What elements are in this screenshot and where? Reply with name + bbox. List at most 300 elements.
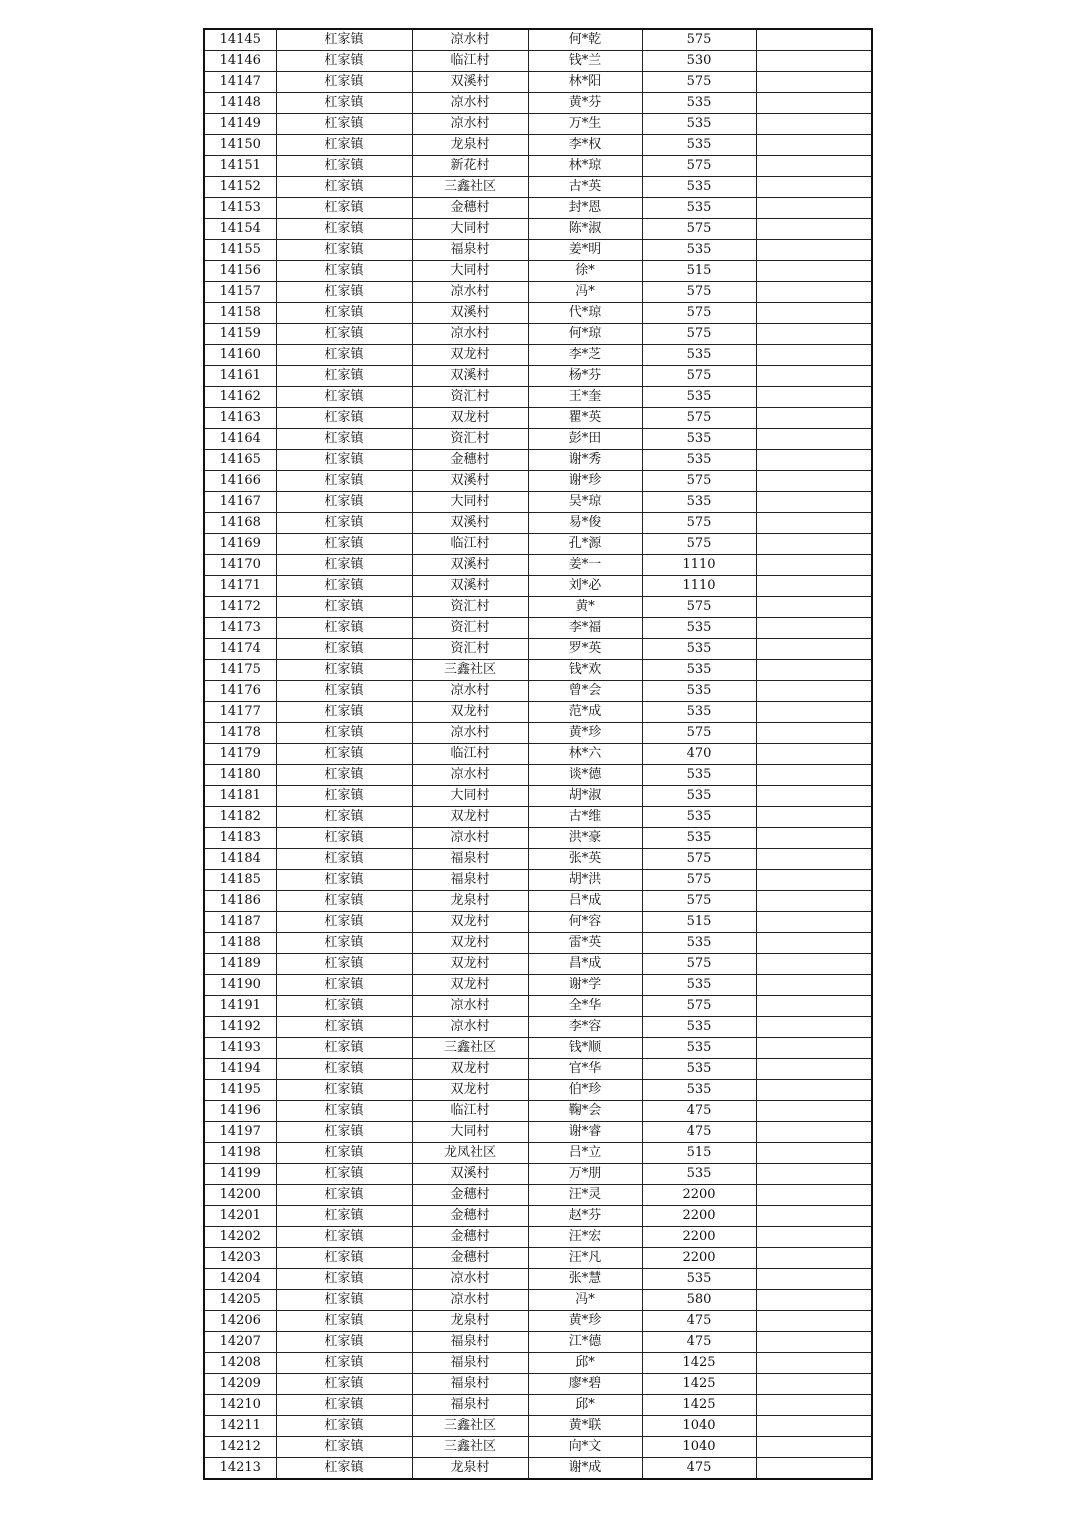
name-cell: 徐* [528, 261, 642, 282]
town-cell: 杠家镇 [276, 849, 412, 870]
row-number-cell: 14175 [204, 660, 276, 681]
table-row [204, 114, 872, 135]
row-number-cell: 14166 [204, 471, 276, 492]
amount-cell: 1110 [642, 576, 756, 597]
row-number-cell: 14201 [204, 1206, 276, 1227]
town-cell: 杠家镇 [276, 807, 412, 828]
amount-cell: 575 [642, 513, 756, 534]
town-cell: 杠家镇 [276, 1374, 412, 1395]
amount-cell: 475 [642, 1101, 756, 1122]
name-cell: 谢*睿 [528, 1122, 642, 1143]
amount-cell: 575 [642, 723, 756, 744]
name-cell: 李*福 [528, 618, 642, 639]
name-cell: 赵*芬 [528, 1206, 642, 1227]
remark-cell [756, 597, 872, 618]
town-cell: 杠家镇 [276, 51, 412, 72]
village-cell: 福泉村 [412, 1332, 528, 1353]
row-number-cell: 14187 [204, 912, 276, 933]
row-number-cell: 14170 [204, 555, 276, 576]
row-number-cell: 14202 [204, 1227, 276, 1248]
village-cell: 金穗村 [412, 450, 528, 471]
town-cell: 杠家镇 [276, 492, 412, 513]
village-cell: 福泉村 [412, 870, 528, 891]
amount-cell: 575 [642, 996, 756, 1017]
row-number-cell: 14213 [204, 1458, 276, 1480]
name-cell: 陈*淑 [528, 219, 642, 240]
village-cell: 三鑫社区 [412, 1437, 528, 1458]
table-row [204, 891, 872, 912]
name-cell: 李*权 [528, 135, 642, 156]
village-cell: 凉水村 [412, 93, 528, 114]
town-cell: 杠家镇 [276, 1038, 412, 1059]
town-cell: 杠家镇 [276, 303, 412, 324]
row-number-cell: 14197 [204, 1122, 276, 1143]
remark-cell [756, 513, 872, 534]
amount-cell: 2200 [642, 1185, 756, 1206]
amount-cell: 535 [642, 765, 756, 786]
table-row [204, 1080, 872, 1101]
row-number-cell: 14168 [204, 513, 276, 534]
remark-cell [756, 891, 872, 912]
row-number-cell: 14172 [204, 597, 276, 618]
name-cell: 古*维 [528, 807, 642, 828]
town-cell: 杠家镇 [276, 1248, 412, 1269]
row-number-cell: 14162 [204, 387, 276, 408]
town-cell: 杠家镇 [276, 1017, 412, 1038]
remark-cell [756, 240, 872, 261]
name-cell: 孔*源 [528, 534, 642, 555]
row-number-cell: 14147 [204, 72, 276, 93]
town-cell: 杠家镇 [276, 114, 412, 135]
table-row [204, 1416, 872, 1437]
remark-cell [756, 765, 872, 786]
table-row [204, 156, 872, 177]
name-cell: 易*俊 [528, 513, 642, 534]
remark-cell [756, 114, 872, 135]
remark-cell [756, 303, 872, 324]
remark-cell [756, 1437, 872, 1458]
row-number-cell: 14192 [204, 1017, 276, 1038]
town-cell: 杠家镇 [276, 1059, 412, 1080]
amount-cell: 2200 [642, 1206, 756, 1227]
table-row [204, 786, 872, 807]
row-number-cell: 14155 [204, 240, 276, 261]
town-cell: 杠家镇 [276, 618, 412, 639]
village-cell: 凉水村 [412, 996, 528, 1017]
village-cell: 资汇村 [412, 429, 528, 450]
name-cell: 何*容 [528, 912, 642, 933]
amount-cell: 535 [642, 450, 756, 471]
amount-cell: 535 [642, 135, 756, 156]
row-number-cell: 14159 [204, 324, 276, 345]
town-cell: 杠家镇 [276, 975, 412, 996]
village-cell: 凉水村 [412, 1269, 528, 1290]
amount-cell: 535 [642, 198, 756, 219]
amount-cell: 575 [642, 849, 756, 870]
amount-cell: 535 [642, 681, 756, 702]
amount-cell: 535 [642, 1017, 756, 1038]
town-cell: 杠家镇 [276, 366, 412, 387]
town-cell: 杠家镇 [276, 1311, 412, 1332]
table-row [204, 1017, 872, 1038]
town-cell: 杠家镇 [276, 576, 412, 597]
town-cell: 杠家镇 [276, 324, 412, 345]
row-number-cell: 14199 [204, 1164, 276, 1185]
row-number-cell: 14196 [204, 1101, 276, 1122]
town-cell: 杠家镇 [276, 387, 412, 408]
village-cell: 资汇村 [412, 618, 528, 639]
remark-cell [756, 1332, 872, 1353]
village-cell: 临江村 [412, 534, 528, 555]
town-cell: 杠家镇 [276, 156, 412, 177]
amount-cell: 575 [642, 870, 756, 891]
remark-cell [756, 975, 872, 996]
table-row [204, 1143, 872, 1164]
table-row [204, 513, 872, 534]
amount-cell: 575 [642, 219, 756, 240]
row-number-cell: 14167 [204, 492, 276, 513]
village-cell: 双龙村 [412, 807, 528, 828]
table-row [204, 702, 872, 723]
remark-cell [756, 492, 872, 513]
table-row [204, 1101, 872, 1122]
name-cell: 刘*必 [528, 576, 642, 597]
remark-cell [756, 828, 872, 849]
town-cell: 杠家镇 [276, 198, 412, 219]
town-cell: 杠家镇 [276, 723, 412, 744]
village-cell: 双龙村 [412, 975, 528, 996]
village-cell: 双溪村 [412, 366, 528, 387]
name-cell: 古*英 [528, 177, 642, 198]
village-cell: 双龙村 [412, 1080, 528, 1101]
town-cell: 杠家镇 [276, 639, 412, 660]
table-row [204, 912, 872, 933]
town-cell: 杠家镇 [276, 870, 412, 891]
amount-cell: 1040 [642, 1437, 756, 1458]
village-cell: 金穗村 [412, 1206, 528, 1227]
amount-cell: 575 [642, 534, 756, 555]
amount-cell: 535 [642, 1164, 756, 1185]
row-number-cell: 14163 [204, 408, 276, 429]
remark-cell [756, 1101, 872, 1122]
remark-cell [756, 324, 872, 345]
amount-cell: 535 [642, 975, 756, 996]
remark-cell [756, 1017, 872, 1038]
table-row [204, 240, 872, 261]
town-cell: 杠家镇 [276, 471, 412, 492]
village-cell: 大同村 [412, 261, 528, 282]
name-cell: 昌*成 [528, 954, 642, 975]
row-number-cell: 14182 [204, 807, 276, 828]
row-number-cell: 14173 [204, 618, 276, 639]
table-row [204, 1311, 872, 1332]
town-cell: 杠家镇 [276, 93, 412, 114]
remark-cell [756, 786, 872, 807]
table-row [204, 723, 872, 744]
name-cell: 林*阳 [528, 72, 642, 93]
town-cell: 杠家镇 [276, 1395, 412, 1416]
row-number-cell: 14209 [204, 1374, 276, 1395]
amount-cell: 1425 [642, 1353, 756, 1374]
village-cell: 三鑫社区 [412, 177, 528, 198]
name-cell: 钱*兰 [528, 51, 642, 72]
table-row [204, 618, 872, 639]
village-cell: 福泉村 [412, 849, 528, 870]
table-row [204, 555, 872, 576]
table-row [204, 93, 872, 114]
row-number-cell: 14193 [204, 1038, 276, 1059]
town-cell: 杠家镇 [276, 786, 412, 807]
name-cell: 谢*学 [528, 975, 642, 996]
village-cell: 双龙村 [412, 912, 528, 933]
village-cell: 凉水村 [412, 765, 528, 786]
name-cell: 瞿*英 [528, 408, 642, 429]
village-cell: 金穗村 [412, 1248, 528, 1269]
amount-cell: 580 [642, 1290, 756, 1311]
town-cell: 杠家镇 [276, 996, 412, 1017]
remark-cell [756, 996, 872, 1017]
row-number-cell: 14212 [204, 1437, 276, 1458]
name-cell: 王*奎 [528, 387, 642, 408]
name-cell: 林*六 [528, 744, 642, 765]
village-cell: 凉水村 [412, 324, 528, 345]
row-number-cell: 14208 [204, 1353, 276, 1374]
row-number-cell: 14178 [204, 723, 276, 744]
table-row [204, 492, 872, 513]
table-row [204, 597, 872, 618]
table-row [204, 1437, 872, 1458]
table-row [204, 849, 872, 870]
village-cell: 凉水村 [412, 114, 528, 135]
name-cell: 冯* [528, 1290, 642, 1311]
table-row [204, 429, 872, 450]
row-number-cell: 14181 [204, 786, 276, 807]
amount-cell: 535 [642, 933, 756, 954]
table-row [204, 681, 872, 702]
village-cell: 大同村 [412, 786, 528, 807]
amount-cell: 535 [642, 345, 756, 366]
village-cell: 福泉村 [412, 1374, 528, 1395]
table-body [204, 29, 872, 1479]
village-cell: 资汇村 [412, 597, 528, 618]
table-row [204, 345, 872, 366]
name-cell: 黄*珍 [528, 723, 642, 744]
village-cell: 凉水村 [412, 723, 528, 744]
name-cell: 汪*宏 [528, 1227, 642, 1248]
table-row [204, 1059, 872, 1080]
row-number-cell: 14211 [204, 1416, 276, 1437]
table-row [204, 261, 872, 282]
amount-cell: 535 [642, 828, 756, 849]
row-number-cell: 14151 [204, 156, 276, 177]
row-number-cell: 14169 [204, 534, 276, 555]
table-row [204, 1038, 872, 1059]
name-cell: 林*琼 [528, 156, 642, 177]
remark-cell [756, 177, 872, 198]
town-cell: 杠家镇 [276, 1332, 412, 1353]
town-cell: 杠家镇 [276, 744, 412, 765]
remark-cell [756, 408, 872, 429]
town-cell: 杠家镇 [276, 597, 412, 618]
name-cell: 洪*豪 [528, 828, 642, 849]
remark-cell [756, 954, 872, 975]
table-row [204, 29, 872, 51]
town-cell: 杠家镇 [276, 1206, 412, 1227]
table-row [204, 1458, 872, 1480]
remark-cell [756, 1038, 872, 1059]
remark-cell [756, 135, 872, 156]
table-row [204, 1227, 872, 1248]
row-number-cell: 14190 [204, 975, 276, 996]
remark-cell [756, 1185, 872, 1206]
village-cell: 新花村 [412, 156, 528, 177]
town-cell: 杠家镇 [276, 135, 412, 156]
town-cell: 杠家镇 [276, 555, 412, 576]
table-row [204, 1185, 872, 1206]
name-cell: 姜*一 [528, 555, 642, 576]
amount-cell: 515 [642, 261, 756, 282]
remark-cell [756, 1353, 872, 1374]
remark-cell [756, 1269, 872, 1290]
row-number-cell: 14176 [204, 681, 276, 702]
table-row [204, 282, 872, 303]
amount-cell: 575 [642, 408, 756, 429]
row-number-cell: 14180 [204, 765, 276, 786]
name-cell: 何*琼 [528, 324, 642, 345]
village-cell: 双溪村 [412, 513, 528, 534]
name-cell: 向*文 [528, 1437, 642, 1458]
table-row [204, 408, 872, 429]
remark-cell [756, 639, 872, 660]
amount-cell: 575 [642, 954, 756, 975]
amount-cell: 475 [642, 1458, 756, 1480]
remark-cell [756, 429, 872, 450]
remark-cell [756, 387, 872, 408]
remark-cell [756, 660, 872, 681]
row-number-cell: 14149 [204, 114, 276, 135]
table-row [204, 450, 872, 471]
name-cell: 万*生 [528, 114, 642, 135]
row-number-cell: 14165 [204, 450, 276, 471]
name-cell: 邱* [528, 1353, 642, 1374]
amount-cell: 535 [642, 639, 756, 660]
town-cell: 杠家镇 [276, 891, 412, 912]
amount-cell: 535 [642, 807, 756, 828]
remark-cell [756, 51, 872, 72]
town-cell: 杠家镇 [276, 1458, 412, 1480]
amount-cell: 1040 [642, 1416, 756, 1437]
row-number-cell: 14174 [204, 639, 276, 660]
remark-cell [756, 576, 872, 597]
remark-cell [756, 681, 872, 702]
amount-cell: 575 [642, 303, 756, 324]
remark-cell [756, 93, 872, 114]
table-row [204, 1206, 872, 1227]
remark-cell [756, 555, 872, 576]
amount-cell: 535 [642, 177, 756, 198]
village-cell: 凉水村 [412, 828, 528, 849]
name-cell: 邱* [528, 1395, 642, 1416]
amount-cell: 2200 [642, 1227, 756, 1248]
name-cell: 胡*洪 [528, 870, 642, 891]
name-cell: 谢*成 [528, 1458, 642, 1480]
amount-cell: 470 [642, 744, 756, 765]
table-row [204, 933, 872, 954]
row-number-cell: 14206 [204, 1311, 276, 1332]
table-row [204, 954, 872, 975]
town-cell: 杠家镇 [276, 450, 412, 471]
remark-cell [756, 345, 872, 366]
table-row [204, 471, 872, 492]
name-cell: 黄*联 [528, 1416, 642, 1437]
town-cell: 杠家镇 [276, 933, 412, 954]
town-cell: 杠家镇 [276, 282, 412, 303]
name-cell: 冯* [528, 282, 642, 303]
village-cell: 金穗村 [412, 1227, 528, 1248]
amount-cell: 575 [642, 471, 756, 492]
remark-cell [756, 912, 872, 933]
name-cell: 汪*灵 [528, 1185, 642, 1206]
village-cell: 双溪村 [412, 72, 528, 93]
name-cell: 黄*芬 [528, 93, 642, 114]
row-number-cell: 14200 [204, 1185, 276, 1206]
row-number-cell: 14156 [204, 261, 276, 282]
village-cell: 双龙村 [412, 345, 528, 366]
amount-cell: 535 [642, 240, 756, 261]
name-cell: 彭*田 [528, 429, 642, 450]
table-row [204, 828, 872, 849]
amount-cell: 575 [642, 156, 756, 177]
village-cell: 龙泉村 [412, 135, 528, 156]
town-cell: 杠家镇 [276, 408, 412, 429]
table-row [204, 660, 872, 681]
town-cell: 杠家镇 [276, 1080, 412, 1101]
remark-cell [756, 1374, 872, 1395]
name-cell: 钱*欢 [528, 660, 642, 681]
name-cell: 廖*碧 [528, 1374, 642, 1395]
amount-cell: 535 [642, 618, 756, 639]
name-cell: 伯*珍 [528, 1080, 642, 1101]
village-cell: 凉水村 [412, 29, 528, 51]
amount-cell: 535 [642, 387, 756, 408]
name-cell: 吕*成 [528, 891, 642, 912]
village-cell: 三鑫社区 [412, 660, 528, 681]
table-row [204, 1374, 872, 1395]
row-number-cell: 14160 [204, 345, 276, 366]
row-number-cell: 14179 [204, 744, 276, 765]
remark-cell [756, 849, 872, 870]
village-cell: 福泉村 [412, 1353, 528, 1374]
amount-cell: 535 [642, 702, 756, 723]
town-cell: 杠家镇 [276, 1269, 412, 1290]
remark-cell [756, 261, 872, 282]
remark-cell [756, 282, 872, 303]
row-number-cell: 14152 [204, 177, 276, 198]
name-cell: 李*芝 [528, 345, 642, 366]
amount-cell: 535 [642, 660, 756, 681]
remark-cell [756, 156, 872, 177]
remark-cell [756, 450, 872, 471]
table-row [204, 1353, 872, 1374]
row-number-cell: 14189 [204, 954, 276, 975]
town-cell: 杠家镇 [276, 29, 412, 51]
amount-cell: 535 [642, 1038, 756, 1059]
amount-cell: 475 [642, 1311, 756, 1332]
name-cell: 范*成 [528, 702, 642, 723]
table-row [204, 765, 872, 786]
remark-cell [756, 366, 872, 387]
town-cell: 杠家镇 [276, 702, 412, 723]
